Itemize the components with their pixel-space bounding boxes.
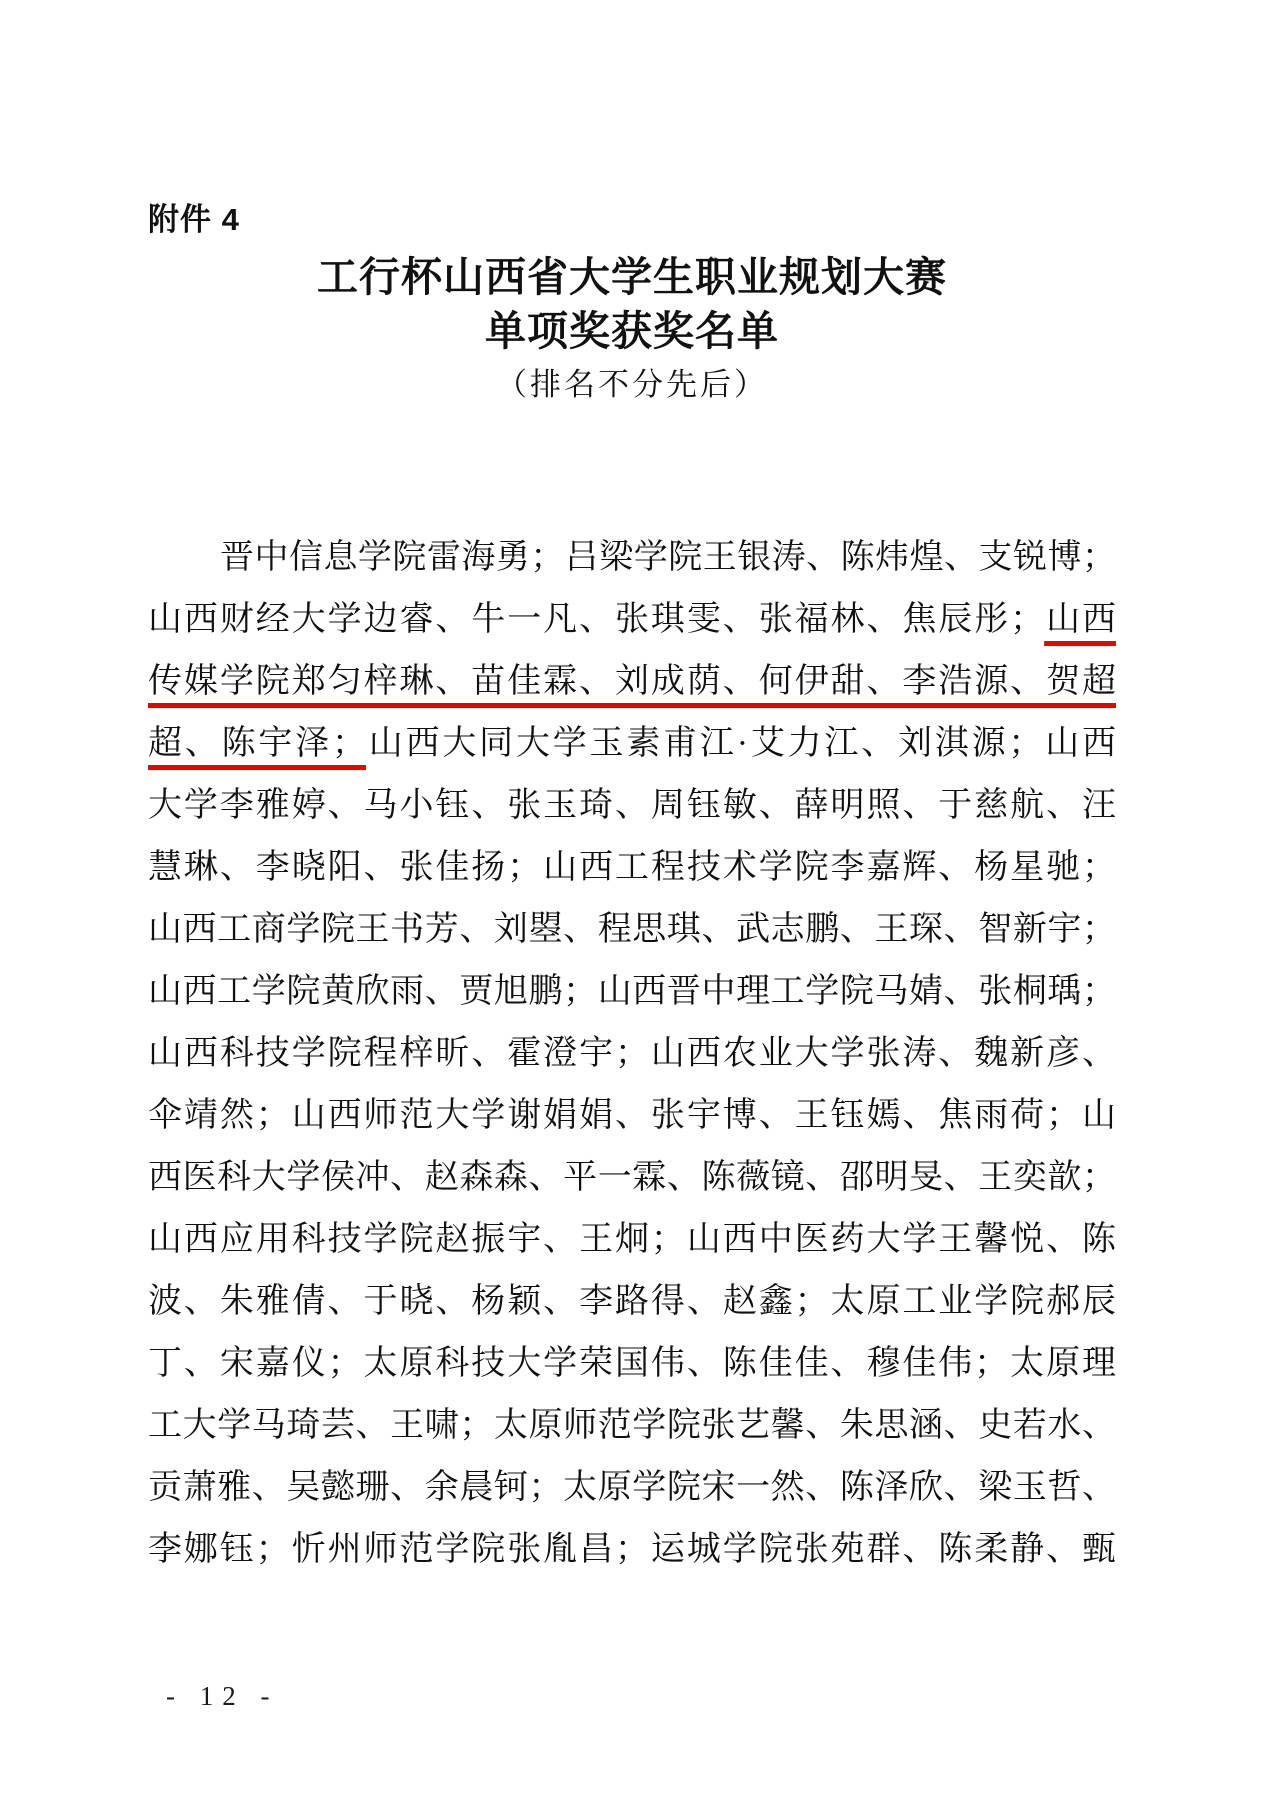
- body-text-segment: 工大学马琦芸、王啸；太原师范学院张艺馨、朱思涵、史若水、: [148, 1407, 1116, 1444]
- body-text-segment: 山西财经大学边睿、牛一凡、张琪雯、张福林、焦辰彤；: [148, 601, 1045, 638]
- winners-list-paragraph: [148, 527, 1116, 1581]
- body-text-segment: 李娜钰；忻州师范学院张胤昌；运城学院张苑群、陈柔静、甄: [148, 1531, 1116, 1568]
- body-text-segment: 晋中信息学院雷海勇；吕梁学院王银涛、陈炜煌、支锐博；: [220, 539, 1116, 576]
- document-title-line-2: 单项奖获奖名单: [485, 308, 779, 354]
- red-underlined-text: 传媒学院郑匀梓琳、苗佳霖、刘成荫、何伊甜、李浩源、贺超: [148, 663, 1116, 700]
- body-line: [148, 1271, 1116, 1333]
- body-line: [148, 1147, 1116, 1209]
- body-line: [148, 1395, 1116, 1457]
- body-text-segment: 山西应用科技学院赵振宇、王炯；山西中医药大学王馨悦、陈: [148, 1221, 1116, 1258]
- body-line: [148, 1333, 1116, 1395]
- body-line: [148, 651, 1116, 713]
- body-text-segment: 贡萧雅、吴懿珊、余晨钶；太原学院宋一然、陈泽欣、梁玉哲、: [148, 1469, 1116, 1506]
- body-line: [148, 713, 1116, 775]
- body-line: [148, 775, 1116, 837]
- body-text-segment: 伞靖然；山西师范大学谢娟娟、张宇博、王钰嫣、焦雨荷；山: [148, 1097, 1116, 1134]
- body-line: [148, 961, 1116, 1023]
- body-line: [148, 1519, 1116, 1581]
- body-line: [148, 1085, 1116, 1147]
- body-line: [148, 1209, 1116, 1271]
- body-text-segment: 大学李雅婷、马小钰、张玉琦、周钰敏、薛明照、于慈航、汪: [148, 787, 1116, 824]
- ranking-note: （排名不分先后）: [496, 367, 768, 402]
- body-text-segment: 慧琳、李晓阳、张佳扬；山西工程技术学院李嘉辉、杨星驰；: [148, 849, 1116, 886]
- red-underlined-text: 山西: [1044, 601, 1117, 638]
- document-title-line-1: 工行杯山西省大学生职业规划大赛: [317, 254, 947, 300]
- body-text-segment: 波、朱雅倩、于晓、杨颖、李路得、赵鑫；太原工业学院郝辰: [148, 1283, 1116, 1320]
- red-underlined-text: 超、陈宇泽；: [148, 725, 366, 762]
- body-line: [148, 1023, 1116, 1085]
- page-number: - 12 -: [166, 1681, 279, 1711]
- body-text-segment: 山西科技学院程梓昕、霍澄宇；山西农业大学张涛、魏新彦、: [148, 1035, 1116, 1072]
- body-line: [148, 837, 1116, 899]
- document-title-block: [148, 250, 1116, 358]
- body-line: [148, 899, 1116, 961]
- body-line: [148, 527, 1116, 589]
- body-line: [148, 1457, 1116, 1519]
- body-text-segment: 山西大同大学玉素甫江·艾力江、刘淇源；山西: [365, 725, 1117, 762]
- body-line: [148, 589, 1116, 651]
- body-text-segment: 山西工学院黄欣雨、贾旭鹏；山西晋中理工学院马婧、张桐瑀；: [148, 973, 1116, 1010]
- attachment-label: 附件 4: [148, 202, 240, 237]
- body-text-segment: 山西工商学院王书芳、刘曌、程思琪、武志鹏、王琛、智新宇；: [148, 911, 1116, 948]
- body-text-segment: 西医科大学侯冲、赵森森、平一霖、陈薇镜、邵明旻、王奕歆；: [148, 1159, 1116, 1196]
- body-text-segment: 丁、宋嘉仪；太原科技大学荣国伟、陈佳佳、穆佳伟；太原理: [148, 1345, 1116, 1382]
